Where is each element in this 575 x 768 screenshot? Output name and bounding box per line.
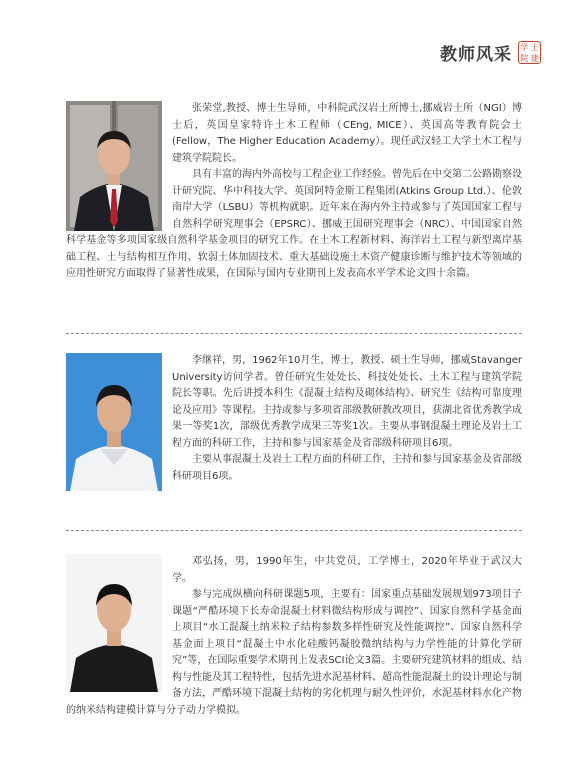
college-seal-logo: 学 土 院 建	[518, 41, 541, 64]
teacher-bio: 李继祥，男，1962年10月生，博士，教授、硕士生导师，挪威Stavanger University访问学者。曾任研究生处处长、科技处处长、土木工程与建筑学院院长等职。先后讲授本科生《混凝土结构及砌体结构》、研究生《结构可靠度理论及应用》等课程。主持或参与多项省部级教研教改项目，获湖北省优秀教学成果一等奖1次，部级优秀教学成果三等奖1次。主要从事钢混凝土理论及岩土工程方面的科研工作，主持和参与国家基金及省部级科研项目6项。 主要从事混凝土及岩土工程方面的科研工作，主持和参与国家基金及省部级科研项目6项。	[172, 355, 522, 482]
section-divider	[66, 333, 522, 334]
teacher-photo	[66, 554, 162, 692]
teacher-profile-zhang	[66, 101, 522, 283]
page-title: 教师风采	[440, 45, 512, 65]
teacher-photo	[66, 353, 162, 491]
teacher-profile-deng	[66, 554, 522, 719]
teacher-bio: 张荣堂,教授、博士生导师，中科院武汉岩土所博士,挪威岩土所（NGI）博士后，英国皇家特许土木工程师（CEng, MICE）、英国高等教育院会士(Fellow，The Higher Education Academy）。现任武汉轻工大学土木工程与建筑学院院长。 具有丰富的海内外高校与工程企业工作经验。曾先后在中交第二公路勘察设计研究院、华中科技大学、英国阿特金斯工程集团(Atkins Group Ltd.）、伦敦南岸大学（LSBU）等机构就职。近年来在海内外主持或参与了英国国家工程与自然科学研究理事会（EPSRC）、挪威王国研究理事会（NRC）、中国国家自然科学基金等多项国家级自然科学基金项目的研究工作。在土木工程新材料、海洋岩土工程与新型离岸基础工程、土与结构相互作用、软弱土体加固技术、重大基础设施土木资产健康诊断与维护技术等领域的应用性研究方面取得了显著性成果，在国际与国内专业期刊上发表高水平学术论文四十余篇。	[66, 103, 522, 279]
teacher-bio: 邓弘扬，男，1990年生，中共党员，工学博士，2020年毕业于武汉大学。 参与完成纵横向科研课题5项，主要有：国家重点基础发展规划973项目子课题“严酷环境下长寿命混凝土材料微结构形成与调控”、国家自然科学基金面上项目“水工混凝土纳米粒子结构参数多样性研究及性能调控”、国家自然科学基金面上项目“混凝土中水化硅酸钙凝胶微纳结构与力学性能的计算化学研究”等，在国际重要学术期刊上发表SCI论文3篇。主要研究建筑材料的组成、结构与性能及其工程特性，包括先进水泥基材料、超高性能混凝土的设计理论与制备方法，严酷环境下混凝土结构的劣化机理与耐久性评价，水泥基材料水化产物的纳米结构建模计算与分子动力学模拟。	[66, 556, 522, 716]
teacher-profile-li	[66, 353, 522, 489]
teacher-photo	[66, 101, 162, 231]
page-header	[440, 40, 541, 65]
section-divider	[66, 530, 522, 531]
